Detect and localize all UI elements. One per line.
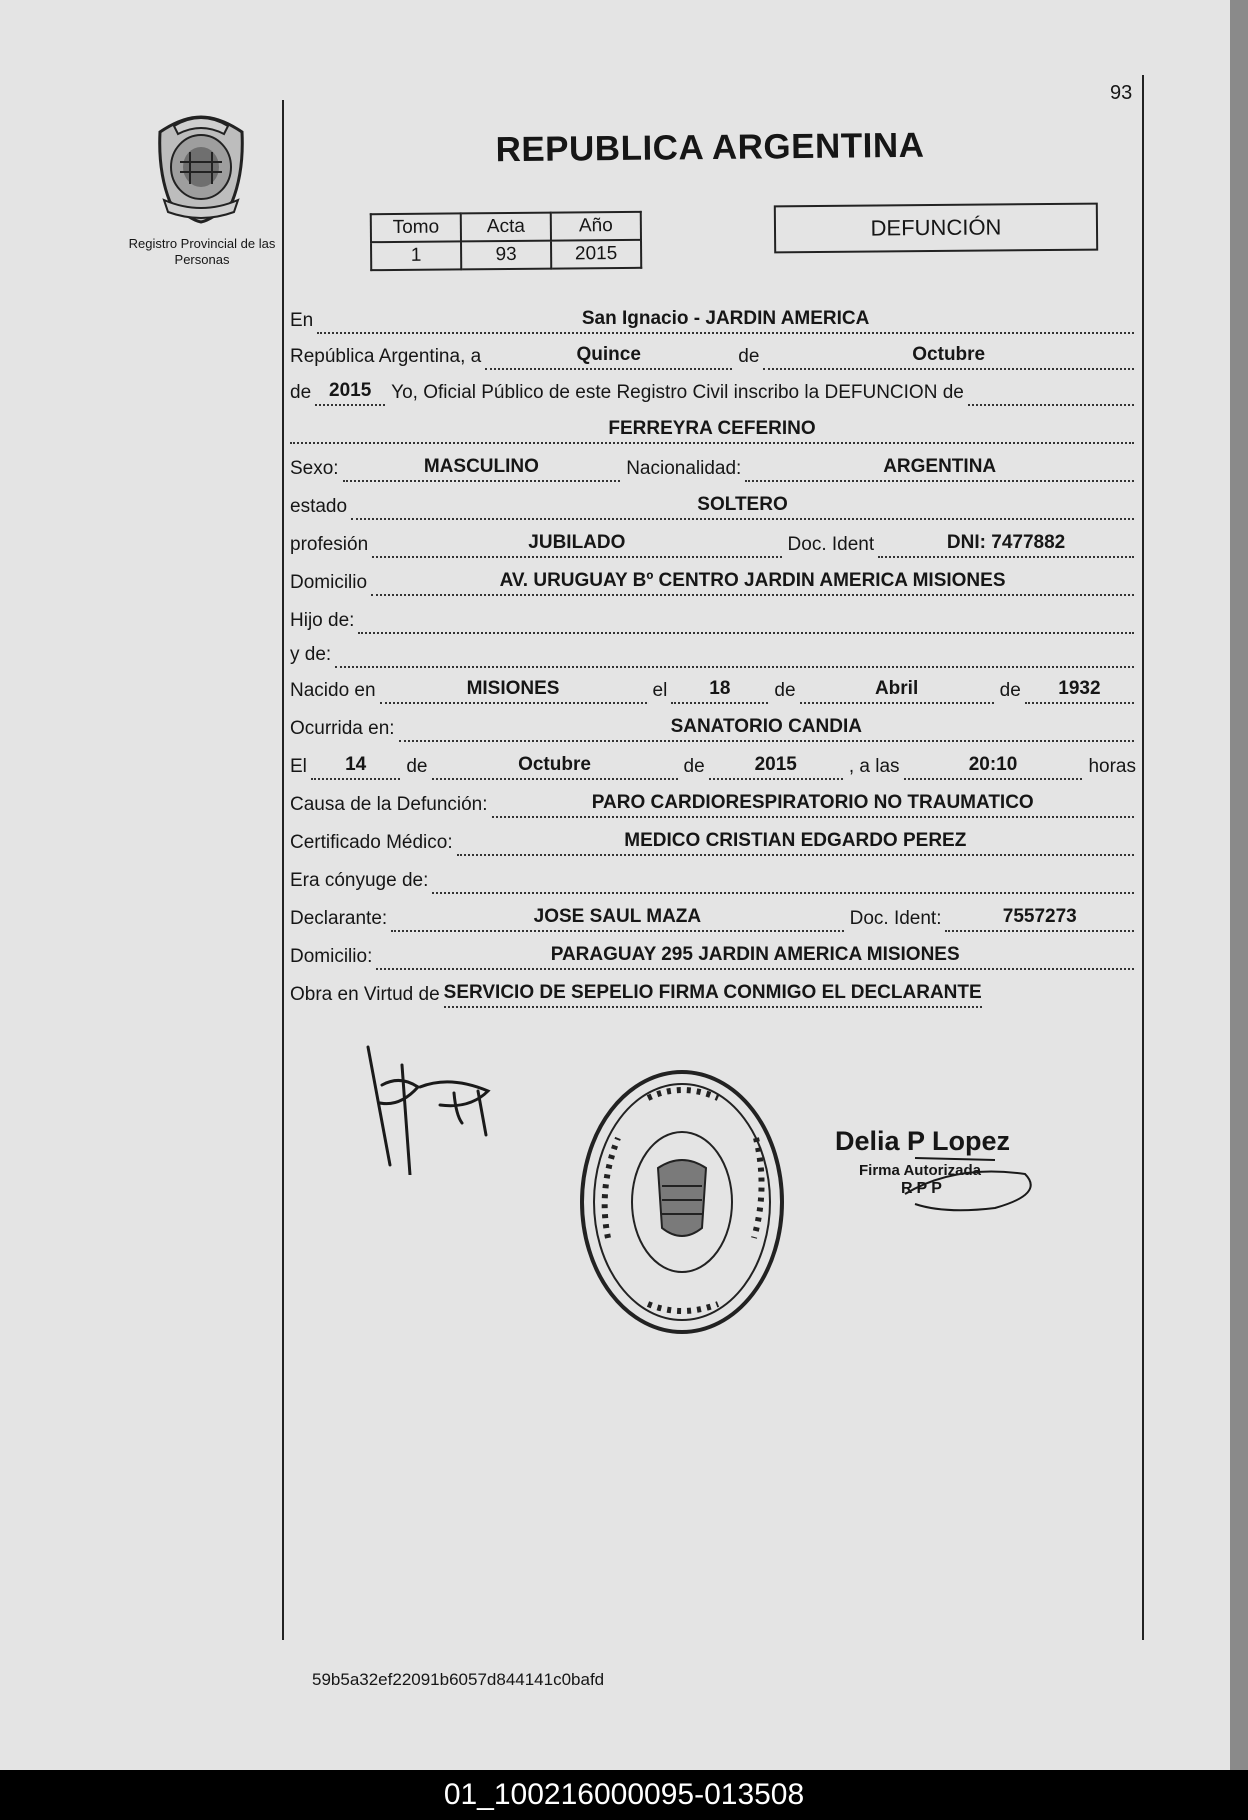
form-row-domicilio — [290, 562, 1140, 596]
sexo-label: Sexo: — [290, 458, 339, 479]
spouse-field — [432, 870, 1134, 894]
ocurrida-label: Ocurrida en: — [290, 718, 395, 739]
form-row-certificado — [290, 822, 1140, 856]
scan-footer-id: 01_100216000095-013508 — [0, 1770, 1248, 1820]
table-header: Acta — [461, 213, 551, 242]
signature-flourish — [875, 1134, 1045, 1214]
hijo-label: Hijo de: — [290, 610, 355, 631]
registry-table — [370, 211, 642, 271]
death-month-field: Octubre — [432, 754, 678, 780]
form-row-conyuge — [290, 860, 1140, 894]
page-number: 93 — [1110, 82, 1133, 104]
nacionalidad-label: Nacionalidad: — [626, 458, 742, 479]
office-code: RPP — [901, 1180, 946, 1197]
form-row-sexo — [290, 448, 1140, 482]
republica-label: República Argentina, a — [290, 346, 482, 367]
birth-day-field: 18 — [671, 678, 768, 704]
declarant-field: JOSE SAUL MAZA — [391, 906, 843, 932]
oficial-text: Yo, Oficial Público de este Registro Civil inscribo la DEFUNCION de — [391, 382, 964, 403]
form-row-nombre — [290, 410, 1140, 444]
birth-year-field: 1932 — [1025, 678, 1134, 704]
provincial-seal-logo — [150, 112, 252, 224]
de-label: de — [290, 382, 312, 403]
domicilio2-label: Domicilio: — [290, 946, 373, 967]
deceased-name-field: FERREYRA CEFERINO — [290, 418, 1134, 444]
death-year-field: 2015 — [709, 754, 843, 780]
official-stamp — [578, 1068, 786, 1336]
father-field — [358, 610, 1134, 634]
address-field: AV. URUGUAY Bº CENTRO JARDIN AMERICA MISIONES — [371, 570, 1134, 596]
form-row-fecha-defuncion — [290, 746, 1140, 780]
death-time-field: 20:10 — [904, 754, 1083, 780]
blank-field — [968, 382, 1134, 406]
de-label: de — [738, 346, 760, 367]
el-label: El — [290, 756, 307, 777]
medical-certificate-field: MEDICO CRISTIAN EDGARDO PEREZ — [457, 830, 1134, 856]
acta-value: 93 — [461, 241, 551, 270]
causa-label: Causa de la Defunción: — [290, 794, 488, 815]
horas-label: horas — [1088, 756, 1136, 777]
yde-label: y de: — [290, 644, 332, 665]
nacido-label: Nacido en — [290, 680, 376, 701]
declarant-signature — [360, 1045, 530, 1175]
sex-field: MASCULINO — [343, 456, 621, 482]
marital-status-field: SOLTERO — [351, 494, 1134, 520]
year-field: 2015 — [315, 380, 385, 406]
birthplace-field: MISIONES — [380, 678, 647, 704]
document-type-box: DEFUNCIÓN — [774, 203, 1098, 254]
de-label: de — [999, 680, 1021, 701]
form-row-en — [290, 300, 1140, 334]
doc-label: Doc. Ident — [787, 534, 875, 555]
day-field: Quince — [485, 344, 732, 370]
form-row-ocurrida — [290, 708, 1140, 742]
form-row-yde — [290, 634, 1140, 668]
form-row-profesion — [290, 524, 1140, 558]
form-row-nacido — [290, 670, 1140, 704]
death-day-field: 14 — [311, 754, 400, 780]
authorized-signature — [835, 1126, 1045, 1206]
document-field: DNI: 7477882 — [878, 532, 1134, 558]
page-edge — [1230, 0, 1248, 1770]
form-row-obra — [290, 974, 1140, 1008]
form-row-oficial — [290, 372, 1140, 406]
form-row-estado — [290, 486, 1140, 520]
form-row-causa — [290, 784, 1140, 818]
authorized-name: Delia P Lopez — [835, 1126, 1011, 1156]
right-margin-line — [1142, 75, 1144, 1640]
profesion-label: profesión — [290, 534, 369, 555]
de-label: de — [683, 756, 705, 777]
birth-month-field: Abril — [800, 678, 994, 704]
anio-value: 2015 — [551, 240, 641, 269]
page-title: REPUBLICA ARGENTINA — [495, 125, 925, 170]
de-label: de — [774, 680, 796, 701]
nationality-field: ARGENTINA — [745, 456, 1134, 482]
domicilio-label: Domicilio — [290, 572, 368, 593]
certificado-label: Certificado Médico: — [290, 832, 453, 853]
basis-field: SERVICIO DE SEPELIO FIRMA CONMIGO EL DECLARANTE — [444, 982, 982, 1008]
de-label: de — [406, 756, 428, 777]
declarant-document-field: 7557273 — [945, 906, 1134, 932]
place-of-death-field: SANATORIO CANDIA — [399, 716, 1134, 742]
form-row-domicilio2 — [290, 936, 1140, 970]
tomo-value: 1 — [371, 241, 461, 270]
estado-label: estado — [290, 496, 348, 517]
cause-of-death-field: PARO CARDIORESPIRATORIO NO TRAUMATICO — [492, 792, 1134, 818]
declarante-label: Declarante: — [290, 908, 388, 929]
left-margin-line — [282, 100, 284, 1640]
obra-label: Obra en Virtud de — [290, 984, 440, 1005]
month-field: Octubre — [763, 344, 1134, 370]
en-label: En — [290, 310, 314, 331]
declarant-address-field: PARAGUAY 295 JARDIN AMERICA MISIONES — [376, 944, 1134, 970]
form-row-hijo — [290, 600, 1140, 634]
document-hash: 59b5a32ef22091b6057d844141c0bafd — [312, 1670, 605, 1689]
conyuge-label: Era cónyuge de: — [290, 870, 429, 891]
profession-field: JUBILADO — [372, 532, 781, 558]
table-header: Año — [551, 212, 641, 241]
form-row-declarante — [290, 898, 1140, 932]
authorized-role: Firma Autorizada — [859, 1162, 981, 1179]
el-label: el — [652, 680, 668, 701]
mother-field — [335, 644, 1134, 668]
form-row-fecha — [290, 336, 1140, 370]
registry-caption: Registro Provincial de las Personas — [128, 236, 276, 267]
place-field: San Ignacio - JARDIN AMERICA — [317, 308, 1134, 334]
table-header: Tomo — [371, 213, 461, 242]
alas-label: , a las — [848, 756, 900, 777]
decl-doc-label: Doc. Ident: — [849, 908, 942, 929]
